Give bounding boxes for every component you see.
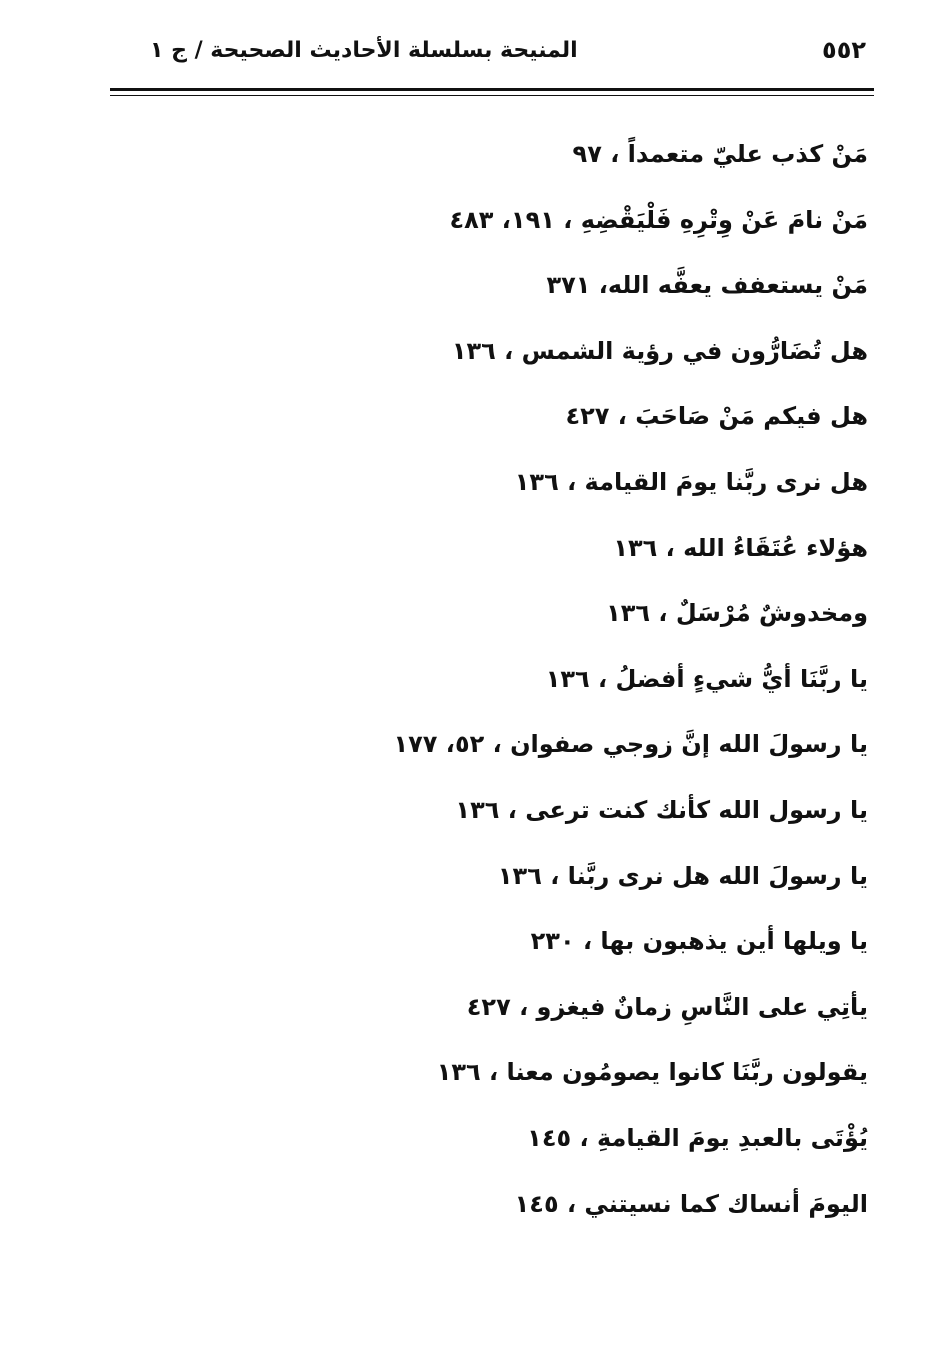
running-title: المنيحة بسلسلة الأحاديث الصحيحة / ج ١ [150,38,578,63]
index-entry: يا رسولَ الله إنَّ زوجي صفوان ، ٥٢، ١٧٧ [393,730,868,759]
page-number: ٥٥٢ [822,36,866,64]
index-entry: مَنْ نامَ عَنْ وِتْرِهِ فَلْيَقْضِهِ ، ١٩١، ٤٨٣ [449,205,868,234]
index-entry: يُؤْتَى بالعبدِ يومَ القيامةِ ، ١٤٥ [527,1123,868,1152]
index-entry: يا رسول الله كأنك كنت ترعى ، ١٣٦ [455,795,868,824]
header-rule-thin [110,95,874,96]
hadith-index-list [108,131,868,1246]
index-entry: هؤلاء عُتَقَاءُ الله ، ١٣٦ [613,533,868,562]
index-entry: هل فيكم مَنْ صَاحَبَ ، ٤٢٧ [565,402,868,431]
index-entry: يا ربَّنَا أيُّ شيءٍ أفضلُ ، ١٣٦ [545,664,868,693]
index-entry: هل تُضَارُّون في رؤية الشمس ، ١٣٦ [451,336,868,365]
index-entry: يا ويلها أين يذهبون بها ، ٢٣٠ [530,927,868,956]
index-entry: مَنْ كذب عليّ متعمداً ، ٩٧ [572,140,868,168]
page-header [110,34,874,74]
index-entry: يقولون ربَّنَا كانوا يصومُون معنا ، ١٣٦ [436,1058,868,1087]
index-entry: اليومَ أنساك كما نسيتني ، ١٤٥ [514,1189,868,1218]
index-entry: يأتِي على النَّاسِ زمانٌ فيغزو ، ٤٢٧ [466,992,868,1021]
index-entry: هل نرى ربَّنا يومَ القيامة ، ١٣٦ [514,467,868,496]
index-entry: ومخدوشٌ مُرْسَلٌ ، ١٣٦ [606,599,868,628]
header-rule-thick [110,88,874,91]
index-entry: يا رسولَ الله هل نرى ربَّنا ، ١٣٦ [497,861,868,890]
index-entry: مَنْ يستعفف يعفَّه الله، ٣٧١ [546,271,868,300]
